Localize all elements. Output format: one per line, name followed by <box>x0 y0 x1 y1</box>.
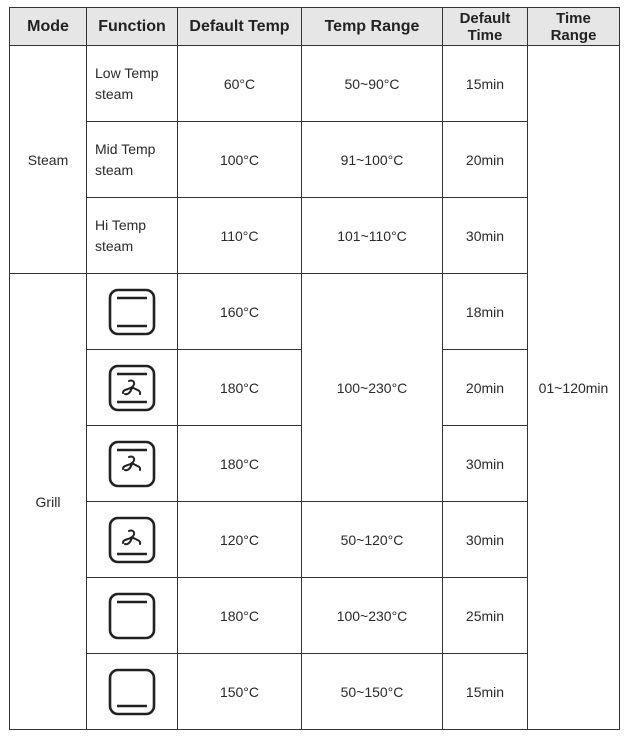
temp-range: 50~150°C <box>302 654 443 730</box>
default-time: 30min <box>443 426 528 502</box>
temp-range: 50~90°C <box>302 46 443 122</box>
top-heat-icon <box>108 592 156 640</box>
default-temp: 150°C <box>178 654 302 730</box>
function-icon-cell <box>87 578 178 654</box>
table-row <box>10 46 620 122</box>
default-time: 25min <box>443 578 528 654</box>
header-time-range: Time Range <box>528 8 620 46</box>
default-time: 20min <box>443 350 528 426</box>
temp-range-shared: 100~230°C <box>302 274 443 502</box>
mode-steam: Steam <box>10 46 87 274</box>
top-bottom-fan-heat-icon <box>108 364 156 412</box>
header-default-time: Default Time <box>443 8 528 46</box>
cooking-mode-table <box>9 7 620 730</box>
temp-range: 91~100°C <box>302 122 443 198</box>
default-temp: 160°C <box>178 274 302 350</box>
function-label: Low Temp steam <box>87 46 178 122</box>
default-time: 20min <box>443 122 528 198</box>
default-temp: 110°C <box>178 198 302 274</box>
default-time: 30min <box>443 502 528 578</box>
default-temp: 180°C <box>178 426 302 502</box>
default-temp: 180°C <box>178 578 302 654</box>
header-mode: Mode <box>10 8 87 46</box>
top-fan-heat-icon <box>108 440 156 488</box>
default-temp: 180°C <box>178 350 302 426</box>
function-label: Hi Temp steam <box>87 198 178 274</box>
function-icon-cell <box>87 426 178 502</box>
mode-grill: Grill <box>10 274 87 730</box>
function-icon-cell <box>87 502 178 578</box>
function-icon-cell <box>87 274 178 350</box>
function-label: Mid Temp steam <box>87 122 178 198</box>
default-temp: 120°C <box>178 502 302 578</box>
default-temp: 100°C <box>178 122 302 198</box>
temp-range: 50~120°C <box>302 502 443 578</box>
top-bottom-heat-icon <box>108 288 156 336</box>
header-default-temp: Default Temp <box>178 8 302 46</box>
default-time: 15min <box>443 46 528 122</box>
header-temp-range: Temp Range <box>302 8 443 46</box>
default-time: 30min <box>443 198 528 274</box>
default-temp: 60°C <box>178 46 302 122</box>
header-function: Function <box>87 8 178 46</box>
time-range-all: 01~120min <box>528 46 620 730</box>
default-time: 18min <box>443 274 528 350</box>
temp-range: 100~230°C <box>302 578 443 654</box>
function-icon-cell <box>87 654 178 730</box>
header-row <box>10 8 620 46</box>
bottom-heat-icon <box>108 668 156 716</box>
default-time: 15min <box>443 654 528 730</box>
bottom-fan-heat-icon <box>108 516 156 564</box>
function-icon-cell <box>87 350 178 426</box>
temp-range: 101~110°C <box>302 198 443 274</box>
